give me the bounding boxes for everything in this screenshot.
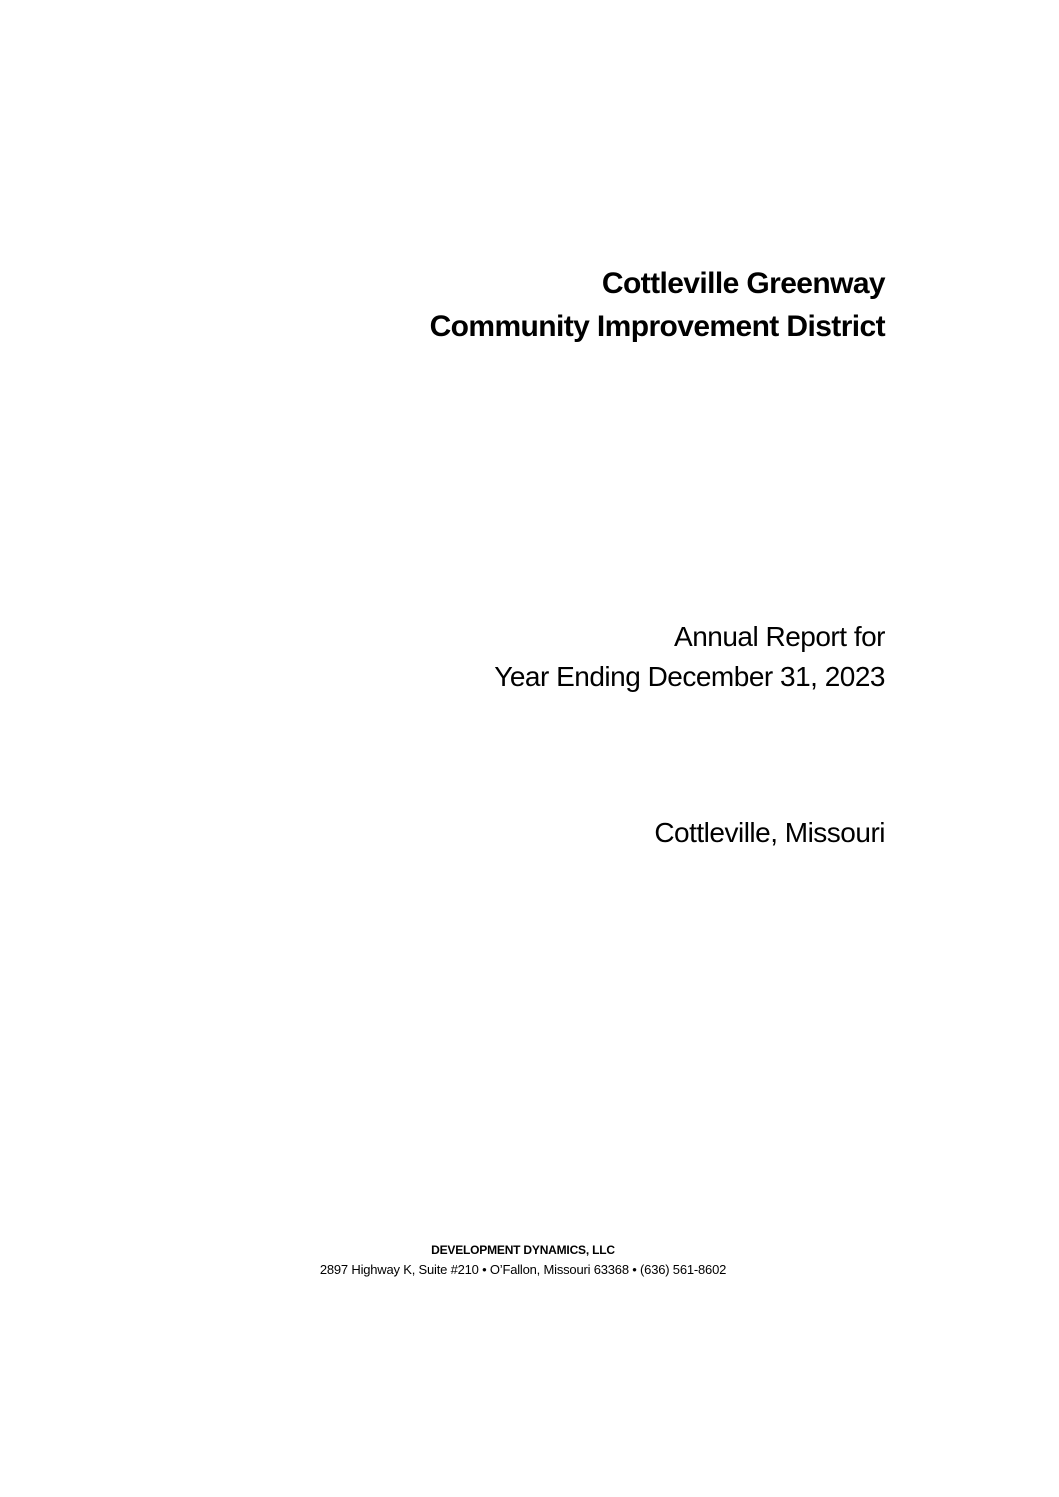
footer [0,1240,1046,1280]
footer-address: 2897 Highway K, Suite #210 • O’Fallon, Missouri 63368 • (636) 561-8602 [319,1262,727,1277]
footer-company-name: DEVELOPMENT DYNAMICS, LLC [431,1243,615,1257]
report-line-2: Year Ending December 31, 2023 [494,661,885,692]
document-title [430,262,885,348]
title-line-2: Community Improvement District [429,310,885,343]
report-line-1: Annual Report for [674,621,885,652]
title-line-1: Cottleville Greenway [601,267,885,300]
report-subtitle [494,617,885,697]
location-text: Cottleville, Missouri [654,817,885,848]
